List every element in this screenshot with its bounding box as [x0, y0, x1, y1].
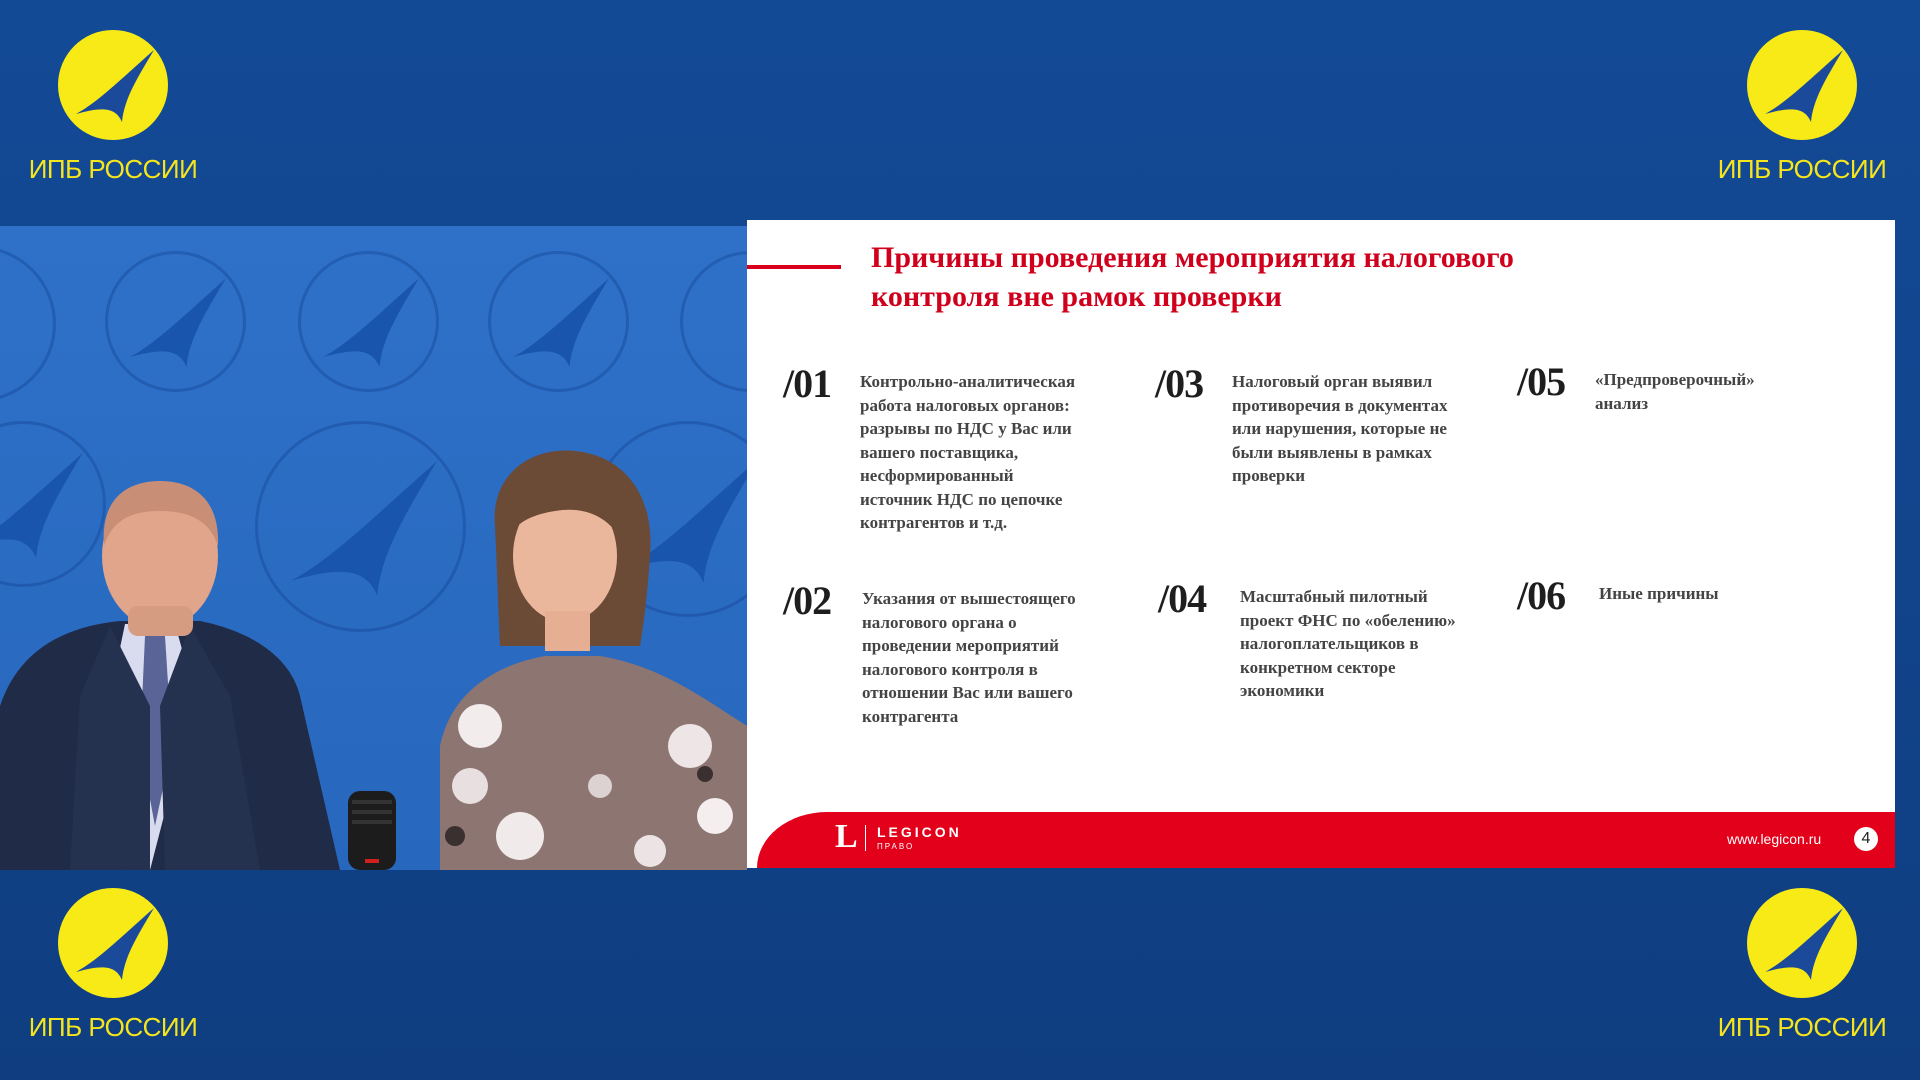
ipb-swoosh-icon	[1747, 888, 1857, 998]
reason-text: «Предпроверочный» анализ	[1595, 370, 1755, 413]
reason-text: Контрольно-аналитическая работа налоговых органов: разрывы по НДС у Вас или вашего поставщика, несформированный источник НДС по цепочке контрагентов и т.д.	[860, 372, 1076, 532]
ipb-logo-text: ИПБ РОССИИ	[28, 1012, 198, 1042]
slide-footer	[747, 812, 1895, 868]
ipb-logo-bottom-left	[3, 888, 223, 1043]
ipb-logo-text: ИПБ РОССИИ	[1717, 154, 1887, 184]
video-feed-panel	[0, 226, 747, 870]
footer-band	[757, 812, 1895, 868]
legicon-brand: LEGICON	[877, 824, 962, 840]
slide-title-line: контроля вне рамок проверки	[871, 280, 1282, 313]
ipb-logo-top-right	[1692, 30, 1912, 185]
reason-text: Налоговый орган выявил противоречия в документах или нарушения, которые не были выявлены в рамках проверки	[1232, 372, 1448, 485]
legicon-brand-sub: ПРАВО	[877, 842, 915, 851]
slide-title	[871, 238, 1771, 316]
reason-number: /05	[1517, 359, 1566, 404]
legicon-logo-letter: L	[835, 818, 858, 855]
ipb-swoosh-icon	[58, 30, 168, 140]
reason-number: /06	[1517, 573, 1566, 618]
ipb-swoosh-icon	[58, 888, 168, 998]
footer-url: www.legicon.ru	[1727, 831, 1822, 847]
reason-text: Указания от вышестоящего налогового органа о проведении мероприятий налогового контроля в отношении Вас или вашего контрагента	[862, 589, 1076, 726]
reason-number: /03	[1155, 361, 1204, 406]
reason-text: Масштабный пилотный проект ФНС по «обелению» налогоплательщиков в конкретном секторе экономики	[1240, 587, 1456, 700]
page-number: 4	[1854, 827, 1878, 851]
ipb-logo-top-left	[3, 30, 223, 185]
ipb-logo-bottom-right	[1692, 888, 1912, 1043]
slide-title-line: Причины проведения мероприятия налогового	[871, 241, 1514, 274]
presentation-slide	[747, 220, 1895, 868]
reason-text: Иные причины	[1599, 584, 1719, 603]
title-accent-bar	[747, 265, 841, 269]
ipb-swoosh-icon	[1747, 30, 1857, 140]
reason-number: /04	[1158, 576, 1207, 621]
microphone-icon	[0, 226, 747, 870]
ipb-logo-text: ИПБ РОССИИ	[1717, 1012, 1887, 1042]
logo-divider	[865, 825, 866, 851]
ipb-logo-text: ИПБ РОССИИ	[28, 154, 198, 184]
reason-number: /02	[783, 578, 832, 623]
reason-number: /01	[783, 361, 832, 406]
